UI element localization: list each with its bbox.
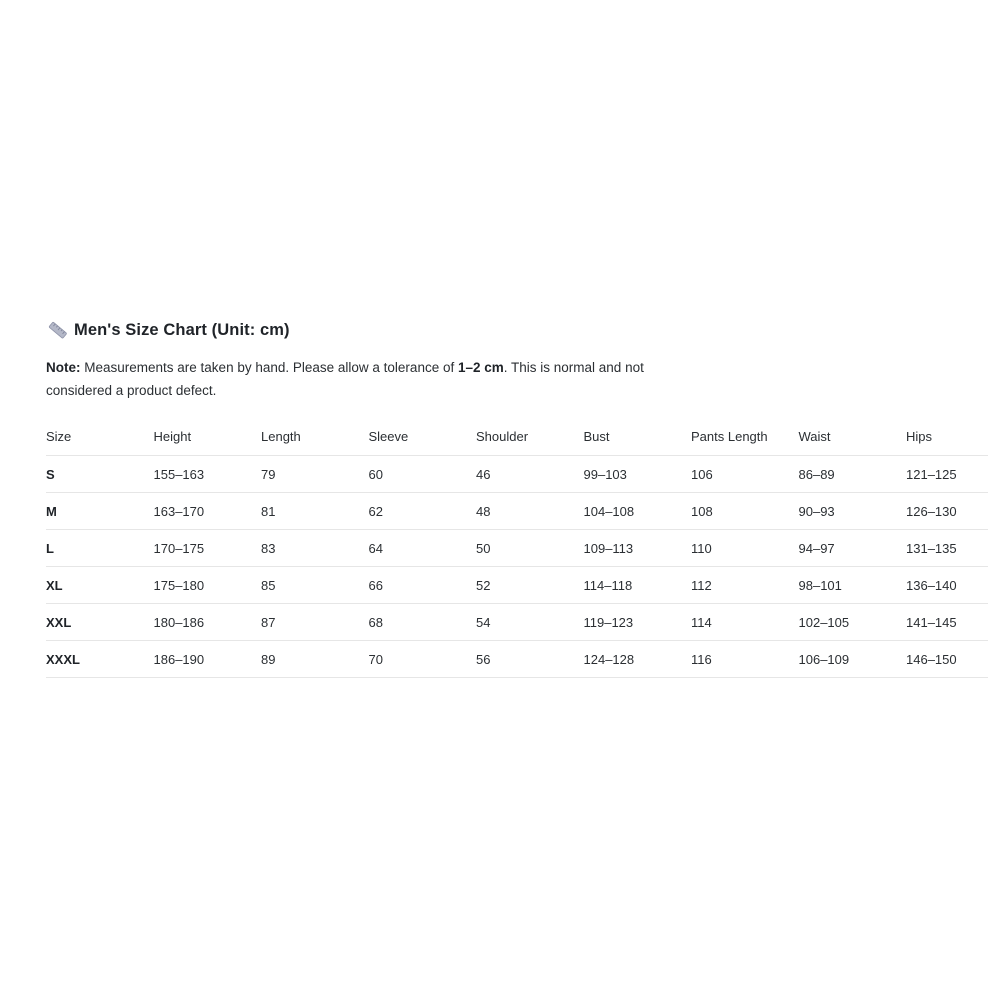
table-cell: 116 [691, 641, 799, 678]
table-cell: 186–190 [154, 641, 262, 678]
table-cell: 110 [691, 530, 799, 567]
column-header-sleeve: Sleeve [369, 421, 477, 456]
table-cell: 131–135 [906, 530, 988, 567]
table-cell: 121–125 [906, 456, 988, 493]
table-cell: 136–140 [906, 567, 988, 604]
table-cell: 90–93 [799, 493, 907, 530]
table-cell: 109–113 [584, 530, 692, 567]
table-cell: 102–105 [799, 604, 907, 641]
size-cell: XXL [46, 604, 154, 641]
table-cell: 48 [476, 493, 584, 530]
table-cell: 87 [261, 604, 369, 641]
table-cell: 119–123 [584, 604, 692, 641]
table-cell: 68 [369, 604, 477, 641]
table-cell: 141–145 [906, 604, 988, 641]
size-chart-heading [46, 318, 988, 342]
table-cell: 114 [691, 604, 799, 641]
table-cell: 126–130 [906, 493, 988, 530]
table-cell: 175–180 [154, 567, 262, 604]
column-header-waist: Waist [799, 421, 907, 456]
table-cell: 114–118 [584, 567, 692, 604]
table-cell: 99–103 [584, 456, 692, 493]
table-row [46, 456, 988, 493]
table-cell: 89 [261, 641, 369, 678]
table-cell: 98–101 [799, 567, 907, 604]
note-label: Note: [46, 360, 81, 375]
ruler-icon [48, 320, 68, 340]
column-header-height: Height [154, 421, 262, 456]
column-header-size: Size [46, 421, 154, 456]
table-cell: 180–186 [154, 604, 262, 641]
table-cell: 106–109 [799, 641, 907, 678]
table-cell: 46 [476, 456, 584, 493]
size-cell: S [46, 456, 154, 493]
table-cell: 163–170 [154, 493, 262, 530]
table-cell: 79 [261, 456, 369, 493]
note-text-before: Measurements are taken by hand. Please allow a tolerance of [80, 360, 458, 375]
table-row [46, 567, 988, 604]
size-cell: XL [46, 567, 154, 604]
note-tolerance: 1–2 cm [457, 360, 504, 375]
column-header-length: Length [261, 421, 369, 456]
table-cell: 85 [261, 567, 369, 604]
table-cell: 170–175 [154, 530, 262, 567]
table-header-row [46, 421, 988, 456]
table-cell: 50 [476, 530, 584, 567]
table-cell: 146–150 [906, 641, 988, 678]
table-cell: 124–128 [584, 641, 692, 678]
table-cell: 81 [261, 493, 369, 530]
note-text-after: . This is normal and not considered a product defect. [46, 360, 644, 398]
table-cell: 70 [369, 641, 477, 678]
table-cell: 86–89 [799, 456, 907, 493]
table-cell: 66 [369, 567, 477, 604]
table-row [46, 641, 988, 678]
column-header-hips: Hips [906, 421, 988, 456]
table-body [46, 456, 988, 678]
column-header-bust: Bust [584, 421, 692, 456]
page-title: Men's Size Chart (Unit: cm) [74, 320, 290, 339]
size-cell: M [46, 493, 154, 530]
table-cell: 106 [691, 456, 799, 493]
table-cell: 104–108 [584, 493, 692, 530]
size-table [46, 421, 988, 678]
column-header-pants-length: Pants Length [691, 421, 799, 456]
table-cell: 112 [691, 567, 799, 604]
table-cell: 62 [369, 493, 477, 530]
table-cell: 155–163 [154, 456, 262, 493]
table-row [46, 493, 988, 530]
table-row [46, 530, 988, 567]
table-cell: 94–97 [799, 530, 907, 567]
table-cell: 108 [691, 493, 799, 530]
table-cell: 54 [476, 604, 584, 641]
size-cell: XXXL [46, 641, 154, 678]
size-chart-section [46, 318, 988, 678]
column-header-shoulder: Shoulder [476, 421, 584, 456]
table-cell: 52 [476, 567, 584, 604]
table-cell: 60 [369, 456, 477, 493]
measurement-note [46, 356, 686, 402]
size-cell: L [46, 530, 154, 567]
table-row [46, 604, 988, 641]
table-cell: 64 [369, 530, 477, 567]
table-cell: 56 [476, 641, 584, 678]
table-cell: 83 [261, 530, 369, 567]
